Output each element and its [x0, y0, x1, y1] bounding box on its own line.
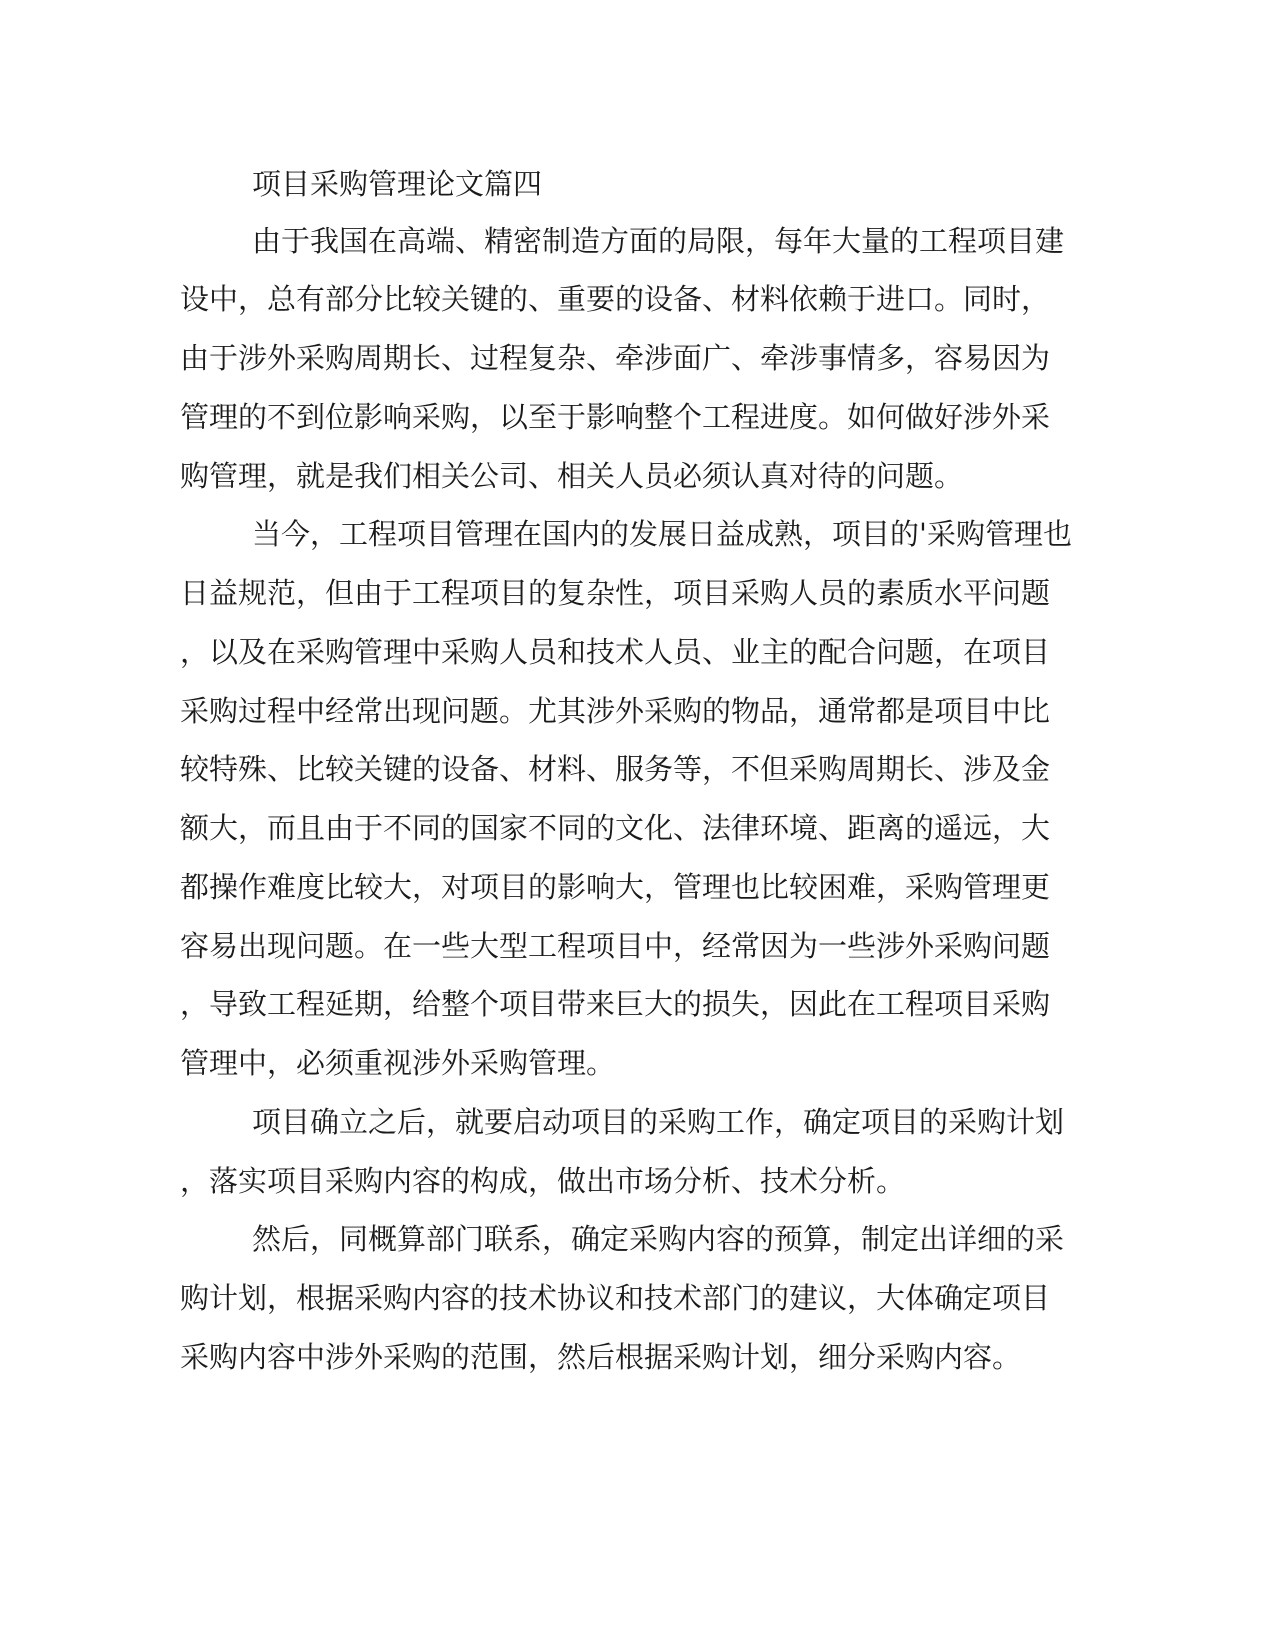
paragraph-2-line-4: 采购过程中经常出现问题。尤其涉外采购的物品，通常都是项目中比 — [180, 694, 1051, 728]
paragraph-2-line-1: 当今，工程项目管理在国内的发展日益成熟，项目的'采购管理也 — [252, 517, 1072, 551]
paragraph-2-line-8: 容易出现问题。在一些大型工程项目中，经常因为一些涉外采购问题 — [180, 929, 1051, 963]
paragraph-4-line-2: 购计划，根据采购内容的技术协议和技术部门的建议，大体确定项目 — [180, 1281, 1051, 1315]
paragraph-2-line-9: ，导致工程延期，给整个项目带来巨大的损失，因此在工程项目采购 — [180, 987, 1051, 1021]
paragraph-2-line-5: 较特殊、比较关键的设备、材料、服务等，不但采购周期长、涉及金 — [180, 752, 1051, 786]
paragraph-1-line-2: 设中，总有部分比较关键的、重要的设备、材料依赖于进口。同时， — [180, 282, 1051, 316]
paragraph-1-line-4: 管理的不到位影响采购，以至于影响整个工程进度。如何做好涉外采 — [180, 400, 1051, 434]
paragraph-1-line-3: 由于涉外采购周期长、过程复杂、牵涉面广、牵涉事情多，容易因为 — [180, 341, 1051, 375]
paragraph-2-line-10: 管理中，必须重视涉外采购管理。 — [180, 1046, 616, 1080]
paragraph-4-line-1: 然后，同概算部门联系，确定采购内容的预算，制定出详细的采 — [252, 1222, 1065, 1256]
paragraph-2-line-6: 额大，而且由于不同的国家不同的文化、法律环境、距离的遥远，大 — [180, 811, 1051, 845]
paragraph-1-line-1: 由于我国在高端、精密制造方面的局限，每年大量的工程项目建 — [252, 224, 1065, 258]
paragraph-4-line-3: 采购内容中涉外采购的范围，然后根据采购计划，细分采购内容。 — [180, 1340, 1022, 1374]
paragraph-2-line-3: ，以及在采购管理中采购人员和技术人员、业主的配合问题，在项目 — [180, 635, 1051, 669]
paragraph-2-line-2: 日益规范，但由于工程项目的复杂性，项目采购人员的素质水平问题 — [180, 576, 1051, 610]
paragraph-2-line-7: 都操作难度比较大，对项目的影响大，管理也比较困难，采购管理更 — [180, 870, 1051, 904]
paragraph-3-line-2: ，落实项目采购内容的构成，做出市场分析、技术分析。 — [180, 1164, 906, 1198]
document-title: 项目采购管理论文篇四 — [252, 167, 543, 201]
paragraph-3-line-1: 项目确立之后，就要启动项目的采购工作，确定项目的采购计划 — [252, 1105, 1065, 1139]
paragraph-1-line-5: 购管理，就是我们相关公司、相关人员必须认真对待的问题。 — [180, 459, 964, 493]
